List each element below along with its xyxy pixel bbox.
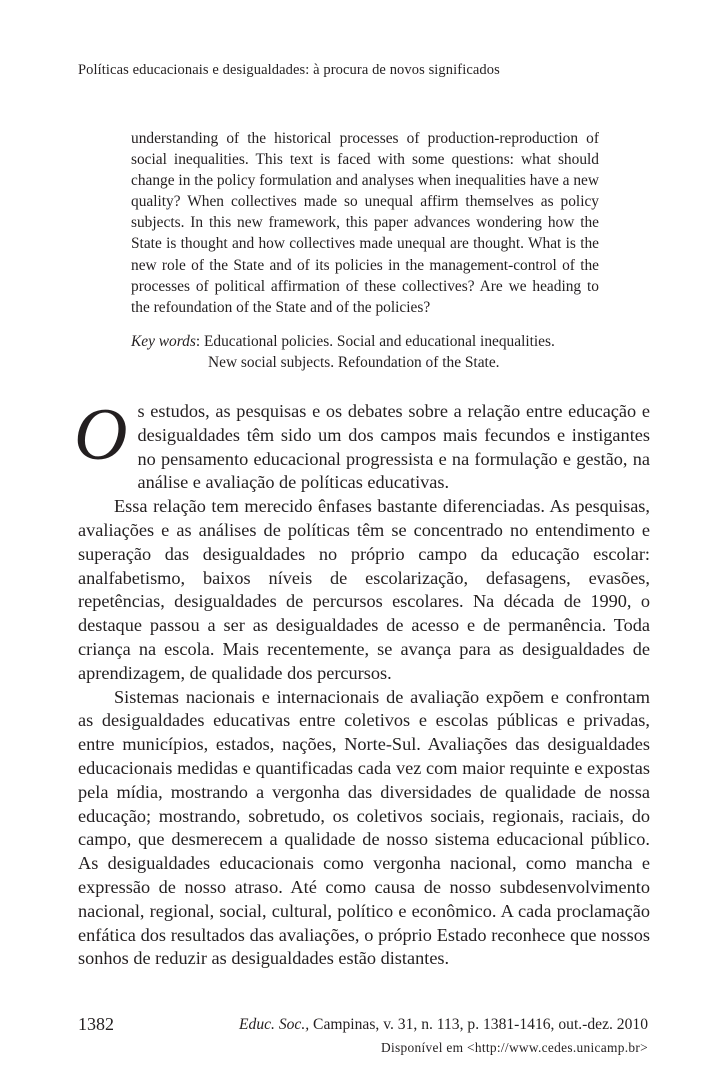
drop-cap: O [74,394,128,476]
running-header: Políticas educacionais e desigualdades: à procura de novos significados [78,62,500,78]
journal-citation [239,1016,648,1034]
keywords-line-2: New social subjects. Refoundation of the State. [208,354,500,372]
journal-name: Educ. Soc., [239,1016,310,1033]
paragraph-1 [74,394,650,495]
paragraph-3: Sistemas nacionais e internacionais de avaliação expõem e confrontam as desigualdades educativas entre coletivos e escolas públicas e privadas, entre municípios, estados, nações, Norte-Sul. Avaliações das desigualdades educacionais medidas e quantificadas cada vez com maior requinte e expostas pela mídia, mostrando a vergonha das diversidades de qualidade de nossa educação; mostrando, sobretudo, os coletivos sociais, regionais, raciais, do campo, que desmerecem a qualidade de nosso sistema educacional público. As desigualdades educacionais como vergonha nacional, como mancha e expressão de nosso atraso. Até como causa de nosso subdesenvolvimento nacional, regional, social, cultural, político e econômico. A cada proclamação enfática dos resultados das avaliações, o próprio Estado reconhece que nossos sonhos de reduzir as desigualdades estão distantes. [78,686,650,969]
abstract-text: understanding of the historical processes of production-reproduction of social inequalities. This text is faced with some questions: what should change in the policy formulation and analyses when inequalities have a new quality? When collectives made so unequal affirm themselves as policy subjects. In this new framework, this paper advances wondering how the State is thought and how collectives made unequal are thought. What is the new role of the State and of its policies in the management-control of the processes of political affirmation of these collectives? Are we heading to the refoundation of the State and of the policies? [131,130,599,316]
page-number: 1382 [78,1014,114,1034]
availability-link[interactable]: Disponível em <http://www.cedes.unicamp.br> [380,1040,648,1055]
paragraph-2: Essa relação tem merecido ênfases bastante diferenciadas. As pesquisas, avaliações e as análises de políticas têm se concentrado no entendimento e superação das desigualdades no próprio campo da educação escolar: analfabetismo, baixos níveis de escolarização, defasagens, evasões, repetências, desigualdades de percursos escolares. Na década de 1990, o destaque passou a ser as desigualdades de acesso e de permanência. Toda criança na escola. Mais recentemente, se avança para as desigualdades de aprendizagem, de qualidade dos percursos. [78,496,650,683]
abstract [131,128,599,318]
keywords-label: Key words [131,333,196,350]
paragraph-1-text: s estudos, as pesquisas e os debates sobre a relação entre educação e desigualdades têm sido um dos campos mais fecundos e instigantes no pensamento educacional progressista e na formulação e gestão, na análise e avaliação de políticas educativas. [137,401,650,493]
article-body [74,394,650,971]
keywords-line-1: : Educational policies. Social and educational inequalities. [195,333,555,350]
keywords [131,331,601,373]
citation-details: Campinas, v. 31, n. 113, p. 1381-1416, out.-dez. 2010 [309,1016,648,1033]
